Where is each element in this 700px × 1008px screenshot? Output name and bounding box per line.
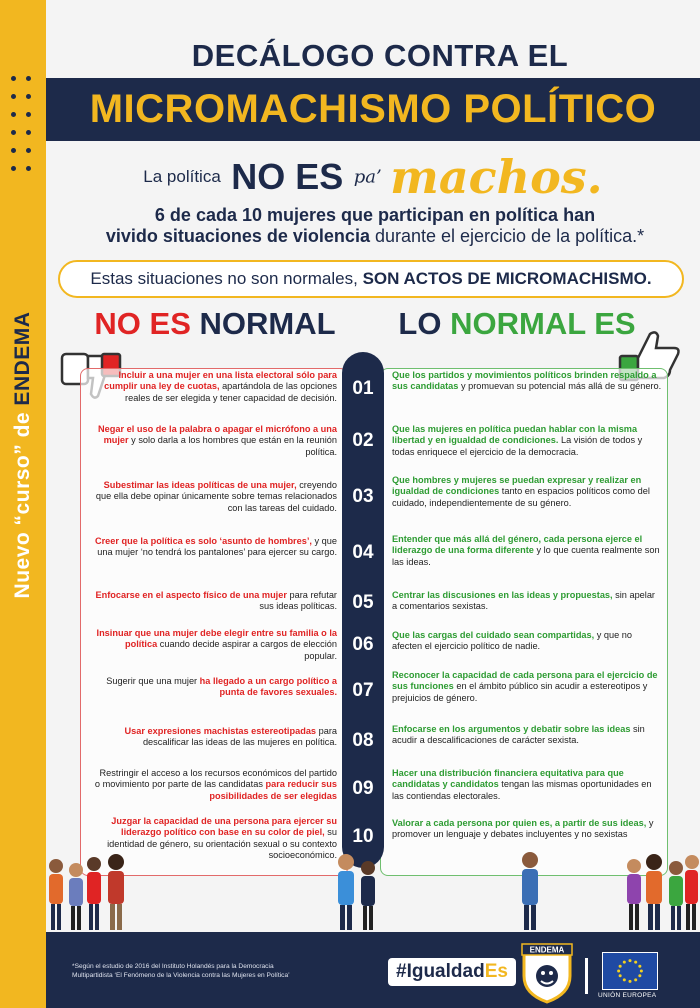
person-figure: [361, 861, 375, 930]
title-line-1: DECÁLOGO CONTRA EL: [191, 38, 569, 73]
right-item-1: Que los partidos y movimientos políticos brinden respaldo a sus candidatas y promuevan su potencial más allá de su género.: [392, 370, 662, 392]
item-number: 07: [352, 680, 374, 701]
item-number: 10: [352, 826, 374, 847]
right-item-5: Centrar las discusiones en las ideas y propuestas, sin apelar a comentarios sexistas.: [392, 590, 655, 612]
person-figure: [49, 859, 63, 930]
person-figure: [69, 863, 83, 930]
shield-label: ENDEMA: [529, 945, 565, 955]
item-number: 08: [352, 730, 374, 751]
person-figure: [87, 857, 101, 930]
hashtag-badge: #IgualdadEs: [388, 958, 516, 986]
right-item-6: Que las cargas del cuidado sean compartidas, y que no afecten el ejercicio político de nadie.: [392, 630, 633, 652]
title-line-2: MICROMACHISMO POLÍTICO: [89, 87, 657, 131]
heading-lo-normal-es: LO NORMAL ES: [398, 306, 636, 341]
dot-pattern: [6, 72, 42, 180]
notice-banner: Estas situaciones no son normales, SON ACTOS DE MICROMACHISMO.: [58, 260, 684, 298]
slogan-small: La política: [143, 167, 221, 186]
statistic-text: 6 de cada 10 mujeres que participan en política han vivido situaciones de violencia durante el ejercicio de la política.*: [105, 205, 645, 246]
person-figure: [646, 854, 662, 930]
item-number: 01: [352, 378, 374, 399]
item-number: 05: [352, 592, 374, 613]
heading-no-es-normal: NO ES NORMAL: [94, 306, 336, 341]
item-number: 09: [352, 778, 374, 799]
left-item-1: Incluir a una mujer en una lista electoral sólo para cumplir una ley de cuotas, apartándola de las opciones reales de ser elegida y tener capacidad de decisión.: [104, 370, 337, 403]
slogan-big: NO ES: [231, 156, 344, 197]
left-item-4: Creer que la política es solo ‘asunto de hombres’, y que una mujer ‘no tendrá los pantalones’ para ejercer su cargo.: [94, 536, 337, 558]
left-item-2: Negar el uso de la palabra o apagar el micrófono a una mujer y solo darla a los hombres que están en la reunión política.: [98, 424, 337, 457]
person-figure: [108, 854, 124, 930]
yellow-sidebar: [0, 0, 46, 1008]
person-figure: [627, 859, 641, 930]
title-bar: [46, 78, 700, 141]
sidebar-vertical-text: Nuevo “curso” de ENDEMA: [11, 311, 34, 599]
right-item-2: Que las mujeres en política puedan hablar con la misma libertad y en igualdad de condiciones. La visión de todos y todas enriquece el ejercicio de la democracia.: [392, 424, 643, 457]
item-number: 03: [352, 486, 374, 507]
person-figure: [338, 854, 354, 930]
slogan: [46, 150, 700, 204]
left-item-7: Sugerir que una mujer ha llegado a un cargo político a punta de favores sexuales.: [106, 676, 337, 698]
left-item-10: Juzgar la capacidad de una persona para ejercer su liderazgo político con base en su color de piel, su identidad de género, su orientación sexual o su contexto socioeconómico.: [107, 816, 337, 861]
right-item-10: Valorar a cada persona por quien es, a partir de sus ideas, y promover un lenguaje y debates incluyentes y no sexistas: [392, 818, 654, 840]
footer-divider: [585, 958, 588, 994]
people-illustration: [46, 840, 700, 932]
left-item-3: Subestimar las ideas políticas de una mujer, creyendo que ella debe opinar únicamente sobre temas relacionados con las tareas del cuidado.: [95, 480, 337, 513]
left-item-8: Usar expresiones machistas estereotipadas para descalificar las ideas de las mujeres en política.: [124, 726, 337, 748]
footnote: *Según el estudio de 2016 del Instituto Holandés para la Democracia Multipartidista ‘El Fenómeno de la Violencia contra las Mujeres en Política’: [72, 963, 290, 979]
person-figure: [685, 855, 699, 930]
person-figure: [522, 852, 538, 930]
eu-flag-icon: [602, 952, 658, 990]
eu-label: UNIÓN EUROPEA: [598, 992, 657, 999]
item-number: 02: [352, 430, 374, 451]
item-number: 06: [352, 634, 374, 655]
item-number: 04: [352, 542, 374, 563]
right-item-8: Enfocarse en los argumentos y debatir sobre las ideas sin acudir a descalificaciones de carácter sexista.: [392, 724, 645, 746]
right-item-9: Hacer una distribución financiera equitativa para que candidatas y candidatos tengan las mismas oportunidades en las contiendas electorales.: [392, 768, 652, 801]
right-item-3: Que hombres y mujeres se puedan expresar y realizar en igualdad de condiciones tanto en espacios políticos como del cuidado, independientemente de su género.: [392, 475, 650, 508]
slogan-pa: pa’: [353, 166, 382, 188]
right-item-7: Reconocer la capacidad de cada persona para el ejercicio de sus funciones en el ámbito público sin acudir a estereotipos y prejuicios de género.: [392, 670, 658, 703]
right-item-4: Entender que más allá del género, cada persona ejerce el liderazgo de una forma diferente y lo que cuenta realmente son las ideas.: [392, 534, 660, 567]
left-item-6: Insinuar que una mujer debe elegir entre su familia o la política cuando decide aspirar a cargos de elección popular.: [96, 628, 337, 661]
person-figure: [669, 861, 683, 930]
left-item-9: Restringir el acceso a los recursos económicos del partido o movimiento por parte de las candidatas para reducir sus posibilidades de ser elegidas: [94, 768, 337, 801]
endema-shield-logo: [520, 942, 574, 1004]
left-item-5: Enfocarse en el aspecto físico de una mujer para refutar sus ideas políticas.: [95, 590, 337, 612]
slogan-script: machos.: [390, 150, 603, 204]
